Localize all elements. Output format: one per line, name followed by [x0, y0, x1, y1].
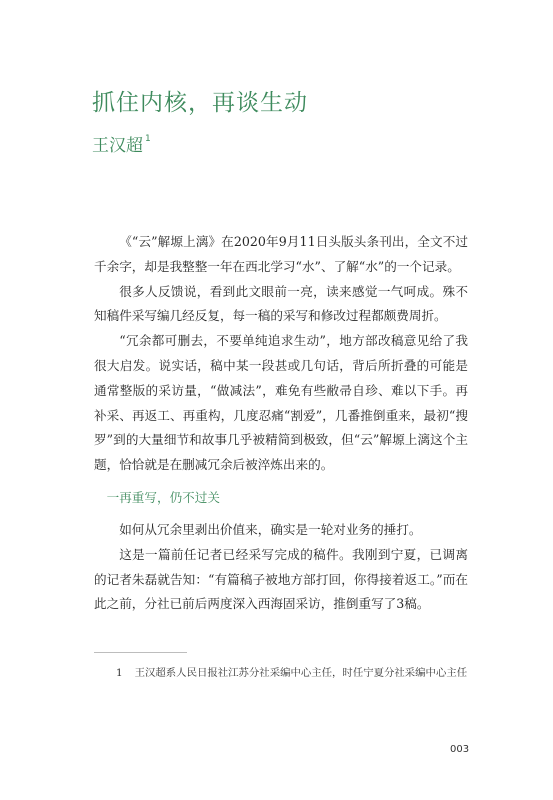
- page-number: 003: [450, 744, 470, 755]
- footnote-marker: 1: [145, 134, 151, 145]
- footnote-number: 1: [116, 667, 123, 679]
- footnote: [94, 662, 468, 684]
- body-paragraph: 很多人反馈说，看到此文眼前一亮，读来感觉一气呵成。殊不知稿件采写编几经反复，每一稿的采写和修改过程都颇费周折。: [94, 283, 468, 324]
- section-heading: 一再重写，仍不过关: [106, 489, 220, 505]
- author-name: 王汉超: [92, 136, 143, 156]
- article-body: [94, 230, 468, 617]
- article-author: [92, 131, 151, 156]
- body-paragraph: 《“云”解塬上漓》在2020年9月11日头版头条刊出，全文不过千余字，却是我整整一年在西北学习“水”、了解“水”的一个记录。: [94, 234, 468, 274]
- article-title: 抓住内核，再谈生动: [92, 90, 308, 116]
- body-paragraph: 如何从冗余里剥出价值来，确实是一轮对业务的捶打。: [119, 521, 422, 537]
- body-paragraph: 这是一篇前任记者已经采写完成的稿件。我刚到宁夏，已调离的记者朱磊就告知：“有篇稿子被地方部打回，你得接着返工。”而在此之前，分社已前后两度深入西海固采访，推倒重写了3稿。: [94, 546, 468, 612]
- body-paragraph: “冗余都可删去，不要单纯追求生动”，地方部改稿意见给了我很大启发。说实话，稿中某一段甚或几句话，背后所折叠的可能是通常整版的采访量，“做减法”，难免有些敝帚自珍、难以下手。再补采、再返工、再重构，几度忍痛“割爱”，几番推倒重来，最初“搜罗”到的大量细节和故事几乎被精简到极致，但“云”解塬上漓这个主题，恰恰就是在删减冗余后被淬炼出来的。: [94, 333, 468, 473]
- footnote-divider: [94, 652, 187, 653]
- footnote-text: 王汉超系人民日报社江苏分社采编中心主任，时任宁夏分社采编中心主任: [134, 667, 468, 679]
